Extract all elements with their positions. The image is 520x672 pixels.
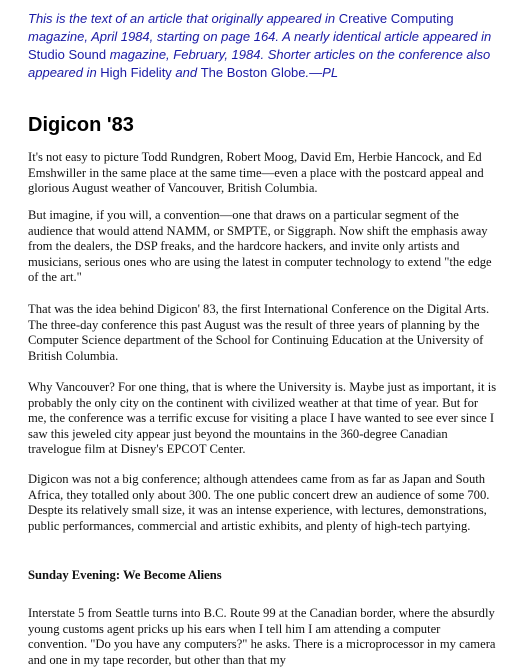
intro-publication-creative-computing: Creative Computing — [338, 11, 454, 26]
intro-publication-studio-sound: Studio Sound — [28, 47, 107, 62]
intro-signature: .—PL — [305, 65, 339, 80]
paragraph-3: That was the idea behind Digicon' 83, the first International Conference on the Digital Arts. The three-day conference this past August was the result of three years of planning by the Computer Science department of the School for Continuing Education at the University of British Columbia. — [28, 302, 490, 363]
section-subheading: Sunday Evening: We Become Aliens — [28, 568, 222, 582]
intro-publication-high-fidelity: High Fidelity — [100, 65, 172, 80]
intro-publication-boston-globe: The Boston Globe — [200, 65, 306, 80]
paragraph-6: Interstate 5 from Seattle turns into B.C. Route 99 at the Canadian border, where the absurdly young customs agent pricks up his ears when I tell him I am attending a computer convention. "Do you have any computers?" he asks. There is a microprocessor in my camera and one in my tape recorder, but other than that my — [28, 606, 496, 667]
paragraph-2: But imagine, if you will, a convention—one that draws on a particular segment of the audience that would attend NAMM, or SMPTE, or Siggraph. Now shift the emphasis away from the dealers, the DSP freaks, and the hardcore hackers, and invite only artists and musicians, serious ones who are using the latest in computer technology to extend "the edge of the art." — [28, 208, 492, 284]
paragraph-5: Digicon was not a big conference; although attendees came from as far as Japan and South Africa, they totalled only about 300. The one public concert drew an audience of some 700. Despte its relatively small size, it was an intense experience, with lectures, demonstrations, public performances, commercial and artistic exhibits, and plenty of high-tech partying. — [28, 472, 490, 533]
intro-text: This is the text of an article that originally appeared in — [28, 11, 339, 26]
article-title: Digicon '83 — [28, 114, 134, 136]
intro-text: magazine, April 1984, starting on page 164. A nearly identical article appeared in — [28, 29, 492, 44]
intro-text: and — [171, 65, 201, 80]
intro-text: magazine, February, 1984. Shorter articles on the conference also appeared in — [28, 47, 491, 80]
paragraph-4: Why Vancouver? For one thing, that is where the University is. Maybe just as important, it is probably the only city on the continent with civilized weather at that time of year. But for me, the conference was a terrific excuse for visiting a place I have wanted to see ever since I saw this jeweled city appear just beyond the mountains in the 360-degree Canadian travelogue film at Disney's EPCOT Center. — [28, 380, 497, 456]
paragraph-1: It's not easy to picture Todd Rundgren, Robert Moog, David Em, Herbie Hancock, and Ed Emshwiller in the same place at the same time—even a place with the postcard appeal and glorious August weather of Vancouver, British Columbia. — [28, 150, 484, 195]
intro-note — [28, 10, 498, 82]
